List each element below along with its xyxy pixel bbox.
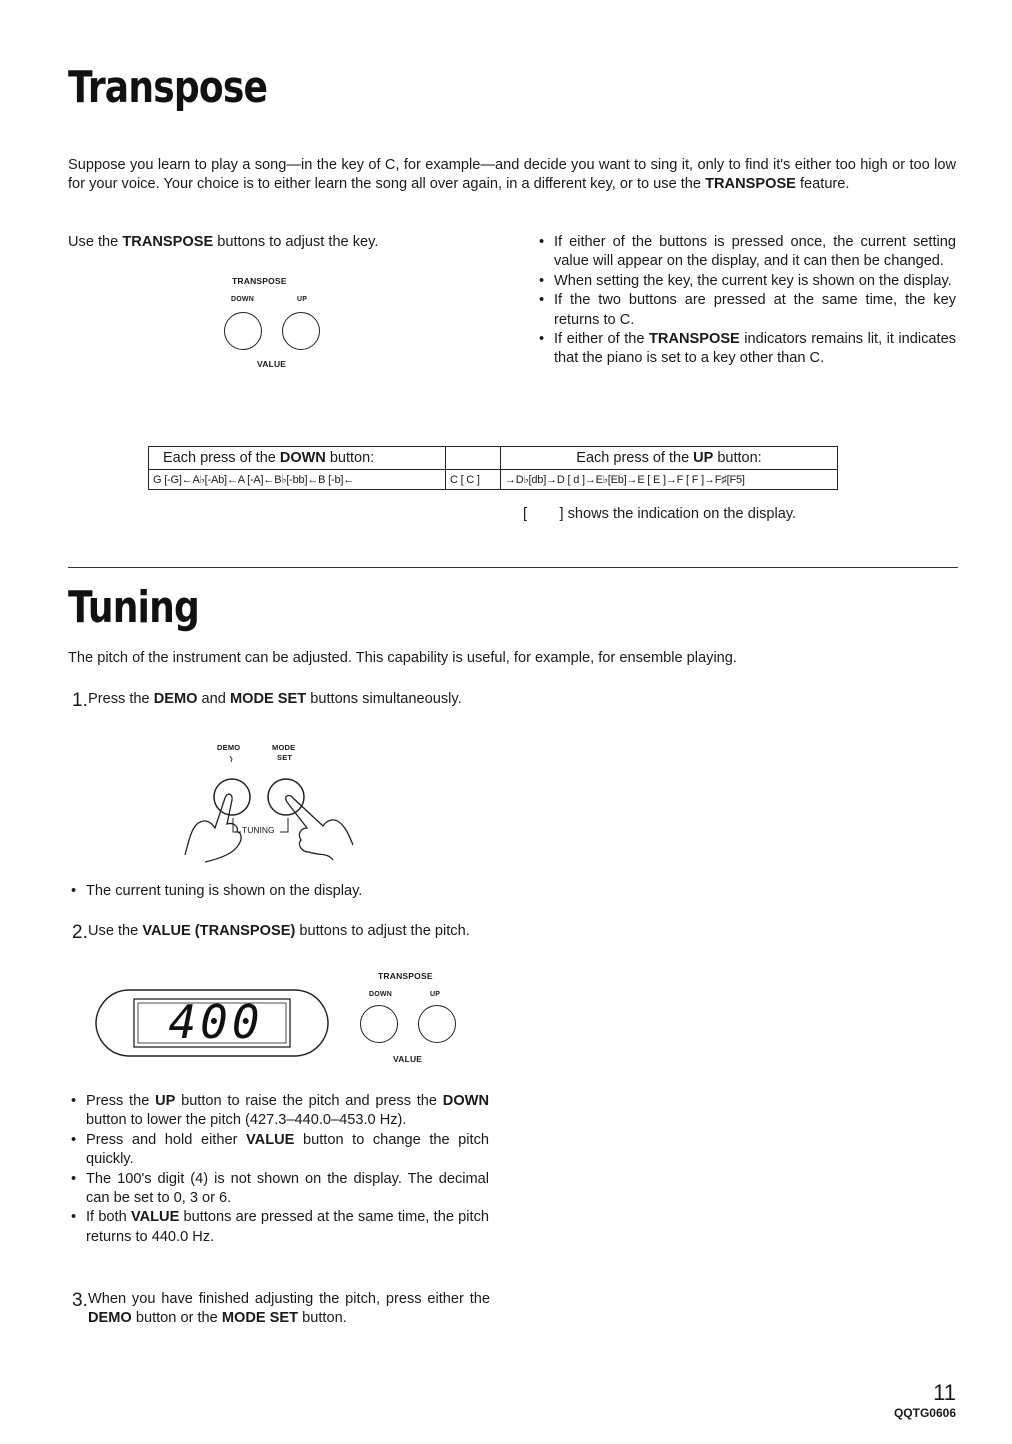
page-number: 11: [933, 1380, 956, 1405]
step2-bullet: • If both VALUE buttons are pressed at the same time, the pitch returns to 440.0 Hz.: [68, 1208, 489, 1247]
step1-bullet: • The current tuning is shown on the display.: [68, 882, 506, 901]
tuning-label: TUNING: [242, 825, 275, 835]
transpose-bullets: [536, 233, 956, 369]
value-up-button[interactable]: [418, 1005, 456, 1043]
table-up-sequence: →D♭[db]→D [ d ]→E♭[Eb]→E [ E ]→F [ F ]→F♯[F5]: [501, 470, 838, 490]
transpose-intro: Suppose you learn to play a song—in the key of C, for example—and decide you want to sing it, only to find it's either too high or too low for your voice. Your choice is to either learn the song all over again, in a different key, or to use the TRANSPOSE feature.: [68, 157, 956, 193]
transpose-bullet: • If the two buttons are pressed at the same time, the key returns to C.: [536, 291, 956, 330]
demo-mode-set-diagram: [175, 740, 365, 865]
led-display: [94, 988, 330, 1058]
section-divider: [68, 567, 958, 568]
document-code: QQTG0606: [893, 1406, 956, 1420]
set-label: SET: [277, 753, 293, 762]
table-up-header: Each press of the UP button:: [501, 447, 838, 470]
tuning-intro: The pitch of the instrument can be adjusted. This capability is useful, for example, for ensemble playing.: [68, 650, 737, 666]
step2-bullet: • Press the UP button to raise the pitch and press the DOWN button to lower the pitch (427.3–440.0–453.0 Hz).: [68, 1092, 489, 1131]
hands-pressing-icon: [175, 740, 365, 865]
step-number: 1.: [72, 690, 88, 711]
step-text: Use the VALUE (TRANSPOSE) buttons to adjust the pitch.: [88, 923, 470, 939]
mode-label: MODE: [272, 743, 296, 752]
down-label: DOWN: [369, 991, 392, 998]
up-label: UP: [297, 296, 308, 303]
transpose-use-text: Use the TRANSPOSE buttons to adjust the key.: [68, 234, 379, 250]
tuning-title: Tuning: [68, 582, 199, 633]
step-number: 2.: [72, 922, 88, 943]
step2-bullets: [68, 1092, 489, 1247]
step-text: When you have finished adjusting the pitch, press either the DEMO button or the MODE SET button.: [88, 1291, 490, 1327]
tuning-step-3: [72, 1290, 490, 1329]
transpose-title: Transpose: [68, 62, 268, 113]
step-text: Press the DEMO and MODE SET buttons simultaneously.: [88, 691, 462, 707]
display-indication-note: [ ] shows the indication on the display.: [523, 506, 797, 522]
down-label: DOWN: [231, 296, 254, 303]
tuning-step-2: [72, 922, 490, 941]
value-label: VALUE: [393, 1054, 423, 1064]
transpose-table: [148, 446, 838, 490]
transpose-buttons-diagram: [210, 270, 340, 375]
transpose-bullet: • When setting the key, the current key is shown on the display.: [536, 272, 956, 291]
transpose-down-button[interactable]: [224, 312, 262, 350]
table-center-key: C [ C ]: [446, 470, 501, 490]
transpose-label: TRANSPOSE: [232, 276, 287, 286]
display-readout: 400: [168, 995, 264, 1049]
transpose-bullet: • If either of the buttons is pressed once, the current setting value will appear on the display, and it can then be changed.: [536, 233, 956, 272]
transpose-up-button[interactable]: [282, 312, 320, 350]
table-down-sequence: G [-G]←A♭[-Ab]←A [-A]←B♭[-bb]←B [-b]←: [149, 470, 446, 490]
up-label: UP: [430, 991, 441, 998]
value-down-button[interactable]: [360, 1005, 398, 1043]
transpose-label: TRANSPOSE: [378, 971, 433, 981]
step-number: 3.: [72, 1290, 88, 1311]
step2-bullet: • Press and hold either VALUE button to change the pitch quickly.: [68, 1131, 489, 1170]
demo-label: DEMO: [217, 743, 241, 752]
table-center-header: [446, 447, 501, 470]
table-down-header: Each press of the DOWN button:: [149, 447, 446, 470]
transpose-bullet: • If either of the TRANSPOSE indicators remains lit, it indicates that the piano is set to a key other than C.: [536, 330, 956, 369]
tuning-step-1: [72, 690, 490, 709]
value-buttons-diagram: [352, 965, 462, 1070]
value-label: VALUE: [257, 359, 287, 369]
step2-bullet: • The 100's digit (4) is not shown on the display. The decimal can be set to 0, 3 or 6.: [68, 1170, 489, 1209]
